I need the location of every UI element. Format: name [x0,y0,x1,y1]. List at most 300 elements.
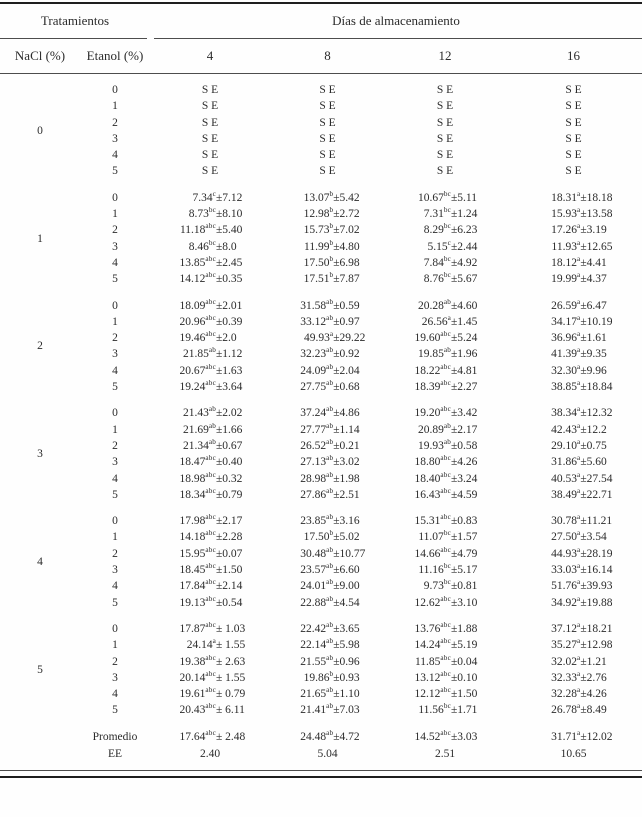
significance-superscript: ab [208,346,216,355]
significance-superscript: a [212,637,216,646]
cell-deviation: ± 1.55 [216,639,246,652]
cell-deviation: ±1.14 [333,423,360,436]
cell-deviation: ±1.45 [451,315,478,328]
cell-value: 42.43$^a$ [551,421,581,436]
cell-value: 18.80$^{abc}$ [414,454,451,469]
table-row [0,239,642,255]
data-cell-day-4 [150,271,270,287]
cell-deviation: ±2.44 [451,240,478,253]
data-cell-day-4 [150,595,270,611]
significance-superscript: ab [326,637,334,646]
significance-superscript: a [576,189,581,198]
cell-value: 17.87$^{abc}$ [179,621,216,635]
cell-deviation: ± 2.48 [216,731,246,744]
significance-superscript: abc [205,454,216,463]
cell-deviation: ±2.17 [451,423,478,436]
data-cell-day-8 [270,438,385,454]
cell-deviation: ± 6.11 [216,704,245,717]
data-cell-day-12 [385,422,505,438]
cell-value: 20.43$^{abc}$ [179,702,216,717]
significance-superscript: a [576,513,581,522]
cell-value: 14.12$^{abc}$ [179,271,216,286]
data-cell-day-8 [270,562,385,578]
etanol-value: 3 [112,564,118,577]
cell-deviation: ±2.14 [216,580,243,593]
cell-value: 14.18$^{abc}$ [179,529,216,544]
table-row [0,529,642,545]
cell-deviation: ±0.96 [333,655,360,668]
data-cell-day-16 [505,438,642,454]
cell-value: 33.03$^a$ [551,562,581,577]
data-cell-day-12 [385,190,505,206]
significance-superscript: a [576,271,581,280]
etanol-value: 5 [112,488,118,501]
col-header-nacl: NaCl (%) [14,48,66,63]
table-row [0,82,642,98]
cell-value: 13.76$^{abc}$ [414,621,451,635]
cell-value: 8.29$^{bc}$ [423,222,451,237]
etanol-value: 2 [112,655,118,668]
cell-deviation: ±2.28 [216,531,243,544]
etanol-value: 5 [112,381,118,394]
data-cell-day-12 [385,438,505,454]
significance-superscript: c [447,238,451,247]
data-cell-day-16 [505,529,642,545]
etanol-value: 0 [112,299,118,312]
etanol-value: 4 [112,256,118,269]
data-cell-day-4 [150,670,270,686]
promedio-cell [505,729,642,745]
significance-superscript: a [576,578,581,587]
significance-superscript: ab [326,297,334,306]
data-cell-day-16 [505,471,642,487]
significance-superscript: bc [443,578,451,587]
etanol-value: 4 [112,688,118,701]
promedio-cell [385,729,505,745]
cell-deviation: ±4.81 [451,364,478,377]
cell-value: 19.13$^{abc}$ [179,594,216,609]
significance-superscript: a [576,669,581,678]
cell-deviation: ±2.02 [216,407,243,420]
data-cell-day-8 [270,471,385,487]
data-cell-day-4 [150,621,270,637]
data-cell-day-16 [505,379,642,395]
data-cell-day-8 [270,621,385,637]
data-cell-day-16: S E [565,132,582,145]
data-cell-day-12: S E [436,116,454,129]
ee-cell: 10.65 [560,748,587,761]
table-row [0,131,642,147]
cell-deviation: ±0.39 [216,315,243,328]
cell-value: 31.71$^a$ [551,729,581,744]
cell-value: 17.51$^b$ [303,271,334,286]
cell-deviation: ±1.66 [216,423,243,436]
cell-value: 15.93$^a$ [551,206,581,221]
data-cell-day-4 [150,363,270,379]
significance-superscript: abc [205,222,216,231]
cell-value: 32.28$^a$ [551,686,581,701]
data-cell-day-16: S E [565,100,582,113]
significance-superscript: abc [205,621,216,630]
cell-deviation: ±3.42 [451,407,478,420]
cell-value: 49.93$^a$ [303,330,334,345]
data-cell-day-4 [150,654,270,670]
cell-deviation: ±3.54 [580,531,607,544]
cell-value: 35.27$^a$ [551,637,581,652]
cell-deviation: ±12.32 [580,407,613,420]
cell-value: 12.98$^b$ [303,206,334,221]
cell-deviation: ±5.40 [216,224,243,237]
ee-cell: 2.51 [434,748,456,761]
significance-superscript: abc [205,529,216,538]
significance-superscript: abc [440,487,451,495]
significance-superscript: abc [440,470,451,479]
table-row [0,115,642,131]
table-row [0,595,642,611]
table-row [0,454,642,470]
data-cell-day-8 [270,595,385,611]
significance-superscript: a [576,346,581,355]
etanol-value: 1 [112,100,118,113]
etanol-value: 2 [112,547,118,560]
data-cell-day-12: S E [436,132,454,145]
data-cell-day-4 [150,222,270,238]
significance-superscript: a [576,529,581,538]
cell-deviation: ±22.71 [580,488,613,501]
significance-superscript: a [576,470,581,479]
data-cell-day-4 [150,454,270,470]
data-cell-day-8 [270,405,385,421]
significance-superscript: a [576,255,581,264]
significance-superscript: a [576,702,581,711]
cell-deviation: ±4.79 [451,547,478,560]
cell-value: 9.73$^{bc}$ [423,578,451,593]
cell-value: 8.76$^{bc}$ [423,271,451,286]
cell-deviation: ±4.41 [580,256,607,269]
cell-deviation: ±0.81 [451,580,478,593]
data-cell-day-4: S E [201,116,219,129]
data-cell-day-4 [150,487,270,503]
data-cell-day-16: S E [565,84,582,96]
cell-deviation: ±2.51 [333,488,360,501]
data-cell-day-8: S E [319,84,336,96]
block-rows [0,513,642,611]
table-row [0,363,642,379]
cell-deviation: ±6.47 [580,299,607,312]
cell-value: 21.65$^{ab}$ [300,686,334,701]
cell-deviation: ±3.24 [451,472,478,485]
cell-value: 23.85$^{ab}$ [300,513,334,528]
data-cell-day-8 [270,239,385,255]
significance-superscript: b [329,271,334,280]
data-cell-day-16 [505,513,642,529]
significance-superscript: ab [326,314,334,323]
significance-superscript: a [576,686,581,695]
treatment-blocks [0,82,642,719]
cell-deviation: ±5.42 [333,191,360,204]
etanol-value: 0 [112,84,118,96]
col-header-etanol: Etanol (%) [86,48,144,63]
data-cell-day-12 [385,471,505,487]
data-cell-day-4 [150,346,270,362]
significance-superscript: b [329,238,334,247]
table-row [0,621,642,637]
data-cell-day-4 [150,330,270,346]
data-cell-day-16 [505,546,642,562]
data-cell-day-8 [270,578,385,594]
cell-value: 33.12$^{ab}$ [300,314,334,328]
etanol-value: 0 [112,622,118,635]
data-cell-day-8 [270,379,385,395]
significance-superscript: abc [205,470,216,479]
data-cell-day-8: S E [319,165,336,178]
table-row [0,422,642,438]
table-row [0,546,642,562]
significance-superscript: a [447,314,451,323]
cell-value: 19.99$^a$ [551,271,581,286]
cell-value: 27.13$^{ab}$ [300,454,334,469]
data-cell-day-12 [385,487,505,503]
etanol-value: 4 [112,472,118,485]
cell-deviation: ±3.16 [333,515,360,528]
cell-value: 11.16$^{bc}$ [418,562,451,577]
significance-superscript: a [576,238,581,247]
cell-value: 7.84$^{bc}$ [423,255,451,269]
nacl-value: 2 [37,340,43,353]
significance-superscript: bc [443,271,451,280]
cell-deviation: ±4.54 [333,596,360,609]
cell-value: 17.98$^{abc}$ [179,513,216,528]
cell-value: 21.43$^{ab}$ [182,405,216,420]
cell-value: 18.39$^{abc}$ [414,379,451,394]
significance-superscript: abc [440,594,451,603]
data-cell-day-8: S E [319,116,336,129]
table-row [0,346,642,362]
cell-deviation: ±5.24 [451,332,478,345]
cell-deviation: ±4.92 [451,256,478,269]
cell-deviation: ±5.02 [333,531,360,544]
data-cell-day-16 [505,363,642,379]
data-cell-day-8 [270,206,385,222]
cell-value: 11.93$^a$ [551,238,581,253]
block-rows [0,405,642,503]
data-cell-day-4 [150,578,270,594]
data-cell-day-4 [150,562,270,578]
data-cell-day-4 [150,314,270,330]
cell-value: 22.88$^{ab}$ [300,594,334,609]
col-header-day-4: 4 [206,48,214,63]
cell-deviation: ±2.04 [333,364,360,377]
significance-superscript: ab [326,702,334,711]
nacl-value: 3 [37,448,43,461]
data-cell-day-8 [270,422,385,438]
table-row [0,222,642,238]
etanol-value: 2 [112,224,118,237]
significance-superscript: a [576,362,581,371]
cell-deviation: ±12.02 [580,731,613,744]
significance-superscript: abc [440,545,451,554]
cell-value: 7.34$^c$ [192,189,216,204]
data-cell-day-16: S E [565,165,582,178]
cell-value: 32.30$^a$ [551,362,581,377]
cell-value: 11.85$^{abc}$ [414,653,451,668]
cell-deviation: ±7.02 [333,224,360,237]
etanol-value: 4 [112,580,118,593]
data-cell-day-12 [385,578,505,594]
data-cell-day-8 [270,271,385,287]
cell-value: 32.23$^{ab}$ [300,346,334,361]
data-cell-day-16 [505,405,642,421]
cell-value: 38.85$^a$ [551,379,581,394]
significance-superscript: bc [443,702,451,711]
cell-value: 21.85$^{ab}$ [182,346,216,361]
data-cell-day-16: S E [565,149,582,162]
cell-deviation: ±4.26 [580,688,607,701]
significance-superscript: a [576,330,581,339]
cell-value: 20.14$^{abc}$ [179,669,216,684]
significance-superscript: a [576,621,581,630]
cell-value: 32.02$^a$ [551,653,581,668]
significance-superscript: b [329,669,334,678]
cell-value: 17.50$^b$ [303,255,334,269]
data-cell-day-4 [150,513,270,529]
significance-superscript: ab [326,513,334,522]
cell-value: 31.86$^a$ [551,454,581,469]
cell-deviation: ±0.21 [333,439,360,452]
significance-superscript: bc [443,255,451,264]
data-cell-day-8 [270,255,385,271]
table-row [0,163,642,179]
table-row [0,702,642,718]
cell-deviation: ±7.12 [216,191,243,204]
significance-superscript: ab [208,421,216,430]
cell-value: 22.42$^{ab}$ [300,621,334,635]
group-header-treatments: Tratamientos [40,13,110,28]
data-cell-day-4 [150,239,270,255]
significance-superscript: bc [443,529,451,538]
etanol-value: 3 [112,132,118,145]
significance-superscript: ab [443,297,451,306]
significance-superscript: abc [205,255,216,264]
significance-superscript: abc [205,487,216,495]
data-cell-day-16 [505,487,642,503]
etanol-value: 4 [112,364,118,377]
cell-deviation: ±0.58 [451,439,478,452]
cell-deviation: ±2.72 [333,208,360,221]
cell-value: 8.73$^{bc}$ [188,206,216,221]
block-rows [0,82,642,180]
cell-deviation: ±10.77 [333,547,366,560]
cell-deviation: ±3.03 [451,731,478,744]
block-rows [0,621,642,719]
cell-deviation: ±7.03 [333,704,360,717]
significance-superscript: a [329,330,334,339]
nacl-value: 4 [37,556,43,569]
data-cell-day-16 [505,621,642,637]
cell-value: 18.40$^{abc}$ [414,470,451,485]
significance-superscript: abc [205,379,216,388]
cell-value: 21.69$^{ab}$ [182,421,216,436]
data-cell-day-16 [505,654,642,670]
cell-deviation: ±4.59 [451,488,478,501]
significance-superscript: abc [205,702,216,711]
data-cell-day-8 [270,346,385,362]
etanol-value: 1 [112,423,118,436]
cell-deviation: ±28.19 [580,547,613,560]
significance-superscript: abc [440,362,451,371]
significance-superscript: abc [205,729,216,738]
data-cell-day-12 [385,529,505,545]
data-cell-day-12 [385,379,505,395]
cell-value: 24.09$^{ab}$ [300,362,334,377]
significance-superscript: abc [205,578,216,587]
cell-value: 19.85$^{ab}$ [417,346,451,361]
cell-value: 26.52$^{ab}$ [300,438,334,452]
data-cell-day-4: S E [201,100,219,113]
col-header-day-12: 12 [438,48,452,63]
table-bottom-thick-rule [0,776,642,778]
cell-value: 13.07$^b$ [303,189,334,204]
cell-value: 27.75$^{ab}$ [300,379,334,394]
table-row [0,686,642,702]
cell-deviation: ±6.23 [451,224,478,237]
significance-superscript: ab [326,621,334,630]
cell-value: 26.78$^a$ [551,702,581,717]
significance-superscript: abc [440,330,451,339]
data-cell-day-16: S E [565,116,582,129]
table-row [0,562,642,578]
cell-deviation: ±0.79 [216,488,243,501]
cell-deviation: ±10.19 [580,315,613,328]
cell-deviation: ±1.61 [580,332,607,345]
cell-value: 14.52$^{abc}$ [414,729,451,744]
data-cell-day-16 [505,222,642,238]
data-cell-day-8: S E [319,132,336,145]
cell-deviation: ±1.10 [333,688,360,701]
nacl-block [0,298,642,396]
cell-value: 51.76$^a$ [551,578,581,593]
significance-superscript: ab [326,421,334,430]
cell-deviation: ±1.57 [451,531,478,544]
significance-superscript: abc [440,379,451,388]
cell-value: 18.47$^{abc}$ [179,454,216,469]
significance-superscript: bc [208,238,216,247]
cell-value: 13.12$^{abc}$ [414,669,451,684]
data-cell-day-16 [505,670,642,686]
data-cell-day-12 [385,314,505,330]
cell-deviation: ±4.80 [333,240,360,253]
significance-superscript: ab [208,438,216,447]
cell-deviation: ±3.02 [333,456,360,469]
group-header-days: Días de almacenamiento [332,13,460,28]
data-cell-day-8 [270,654,385,670]
data-cell-day-16 [505,346,642,362]
cell-deviation: ±0.04 [451,655,478,668]
cell-deviation: ±0.32 [216,472,243,485]
data-cell-day-4 [150,637,270,653]
significance-superscript: ab [326,470,334,479]
significance-superscript: abc [205,314,216,323]
etanol-value: 2 [112,116,118,129]
ee-row [0,746,642,763]
cell-deviation: ±5.19 [451,639,478,652]
significance-superscript: ab [326,686,334,695]
cell-value: 24.14$^a$ [186,637,216,652]
table-row [0,405,642,421]
data-cell-day-8 [270,363,385,379]
etanol-value: 1 [112,531,118,544]
data-cell-day-8 [270,298,385,314]
